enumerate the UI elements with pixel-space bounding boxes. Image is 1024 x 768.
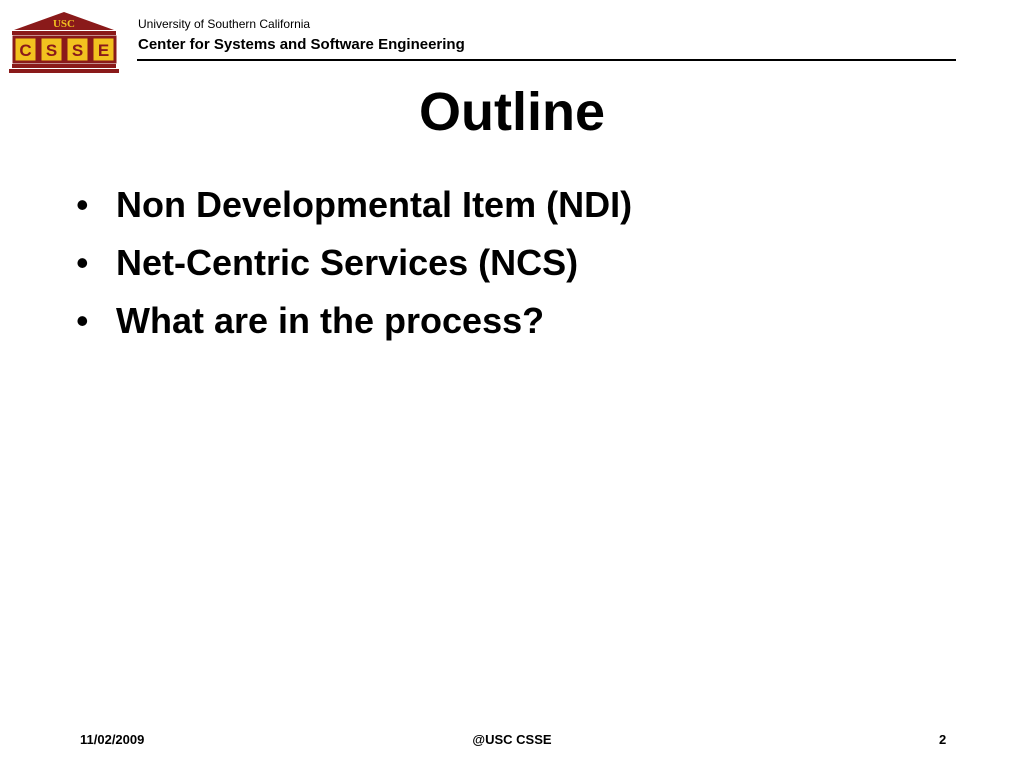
university-name: University of Southern California	[138, 17, 311, 31]
logo-letter-4: E	[97, 41, 110, 60]
slide-title: Outline	[419, 82, 605, 142]
bullet-item	[76, 238, 632, 296]
page-number: 2	[939, 732, 947, 747]
bullet-item	[76, 180, 632, 238]
logo-letter-3: S	[71, 41, 84, 60]
bullet-text: Non Developmental Item (NDI)	[116, 184, 633, 225]
bullet-text: Net-Centric Services (NCS)	[116, 242, 579, 283]
usc-csse-logo-icon	[8, 10, 120, 74]
usc-csse-logo	[8, 10, 120, 74]
footer-date: 11/02/2009	[80, 732, 145, 747]
center-name: Center for Systems and Software Engineering	[138, 36, 465, 53]
footer-org: @USC CSSE	[472, 732, 552, 747]
logo-top-text: USC	[52, 18, 76, 30]
bullet-icon: •	[76, 300, 89, 341]
bullet-icon: •	[76, 242, 89, 283]
bullet-icon: •	[76, 184, 89, 225]
bullet-text: What are in the process?	[116, 300, 545, 341]
bullet-item	[76, 296, 632, 354]
header-divider	[137, 59, 956, 61]
logo-letter-1: C	[19, 41, 32, 60]
bullet-list	[76, 180, 632, 354]
logo-letter-2: S	[45, 41, 58, 60]
